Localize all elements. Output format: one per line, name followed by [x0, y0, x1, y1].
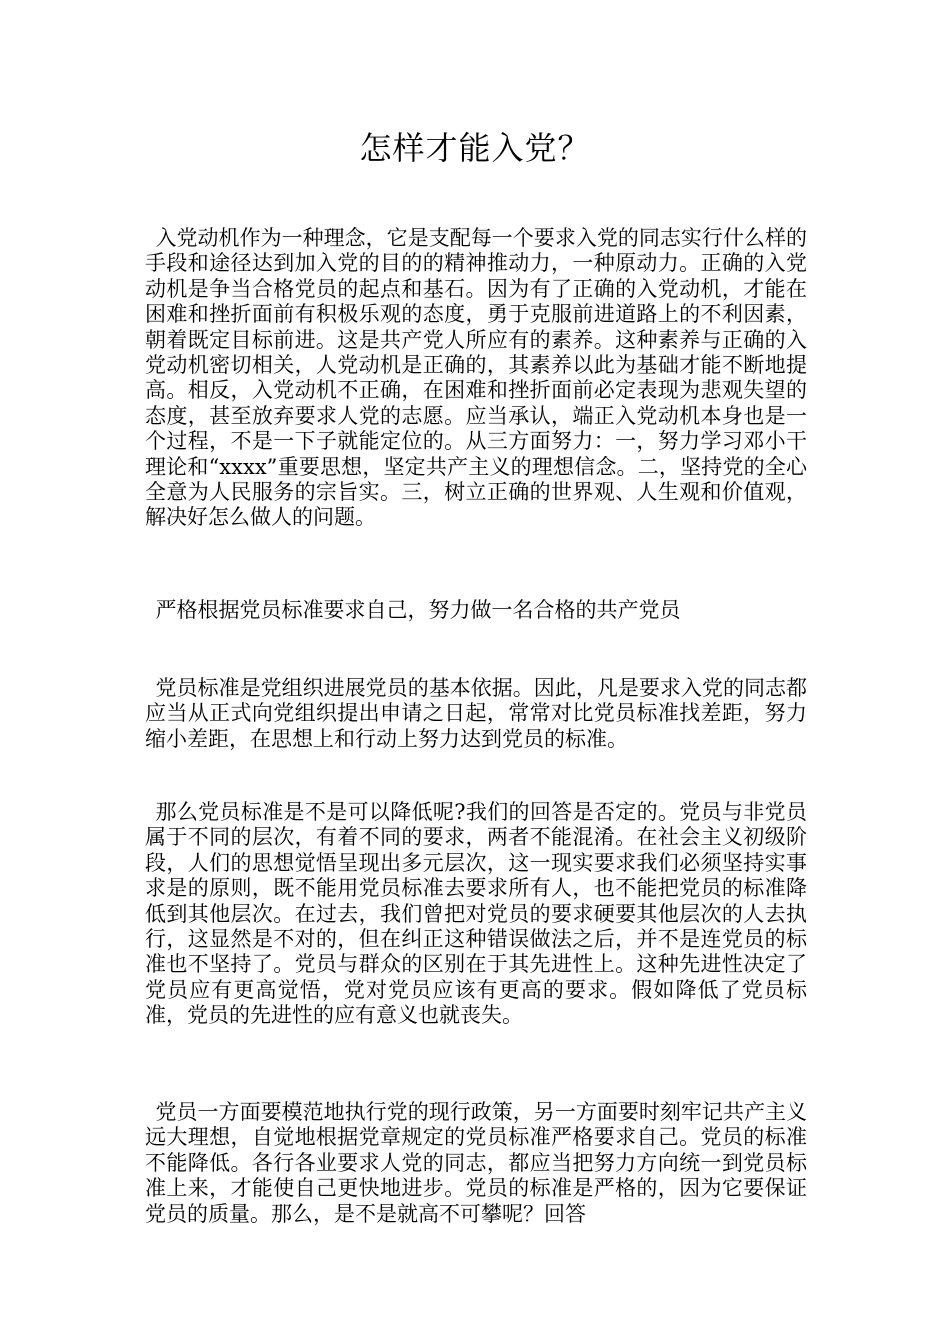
- paragraph-motivation: 入党动机作为一种理念，它是支配每一个要求入党的同志实行什么样的手段和途径达到加入党的目的的精神推动力，一种原动力。正确的入党动机是争当合格党员的起点和基石。因为有了正确的入党动机，才能在困难和挫折面前有积极乐观的态度，勇于克服前进道路上的不利因素，朝着既定目标前进。这是共产党人所应有的素养。这种素养与正确的入党动机密切相关，人党动机是正确的，其素养以此为基础才能不断地提高。相反，入党动机不正确，在困难和挫折面前必定表现为悲观失望的态度，甚至放弃要求人党的志愿。应当承认，端正入党动机本身也是一个过程，不是一下子就能定位的。从三方面努力：一，努力学习邓小干理论和“xxxx”重要思想，坚定共产主义的理想信念。二，坚持党的全心全意为人民服务的宗旨实。三，树立正确的世界观、人生观和价值观，解决好怎么做人的问题。: [145, 226, 807, 530]
- paragraph-standard-not-lowered: 那么党员标准是不是可以降低呢?我们的回答是否定的。党员与非党员属于不同的层次，有着不同的要求，两者不能混淆。在社会主义初级阶段，人们的思想觉悟呈现出多元层次，这一现实要求我们必须坚持实事求是的原则，既不能用党员标准去要求所有人，也不能把党员的标准降低到其他层次。在过去，我们曾把对党员的要求硬要其他层次的人去执行，这显然是不对的，但在纠正这种错误做法之后，并不是连党员的标准也不坚持了。党员与群众的区别在于其先进性上。这种先进性决定了党员应有更高觉悟，党对党员应该有更高的要求。假如降低了党员标准，党员的先进性的应有意义也就丧失。: [145, 800, 807, 1028]
- paragraph-standard-basis: 党员标准是党组织进展党员的基本依据。因此，凡是要求入党的同志都应当从正式向党组织提出申请之日起，常常对比党员标准找差距，努力缩小差距，在思想上和行动上努力达到党员的标准。: [145, 676, 807, 751]
- paragraph-model-execution: 党员一方面要模范地执行党的现行政策，另一方面要时刻牢记共产主义远大理想，自觉地根据党章规定的党员标准严格要求自己。党员的标准不能降低。各行各业要求人党的同志，都应当把努力方向统一到党员标准上来，才能使自己更快地进步。党员的标准是严格的，因为它要保证党员的质量。那么，是不是就高不可攀呢？回答: [145, 1100, 807, 1226]
- paragraph-heading-standard: 严格根据党员标准要求自己，努力做一名合格的共产党员: [155, 598, 681, 622]
- page-title: 怎样才能入党？: [359, 129, 591, 167]
